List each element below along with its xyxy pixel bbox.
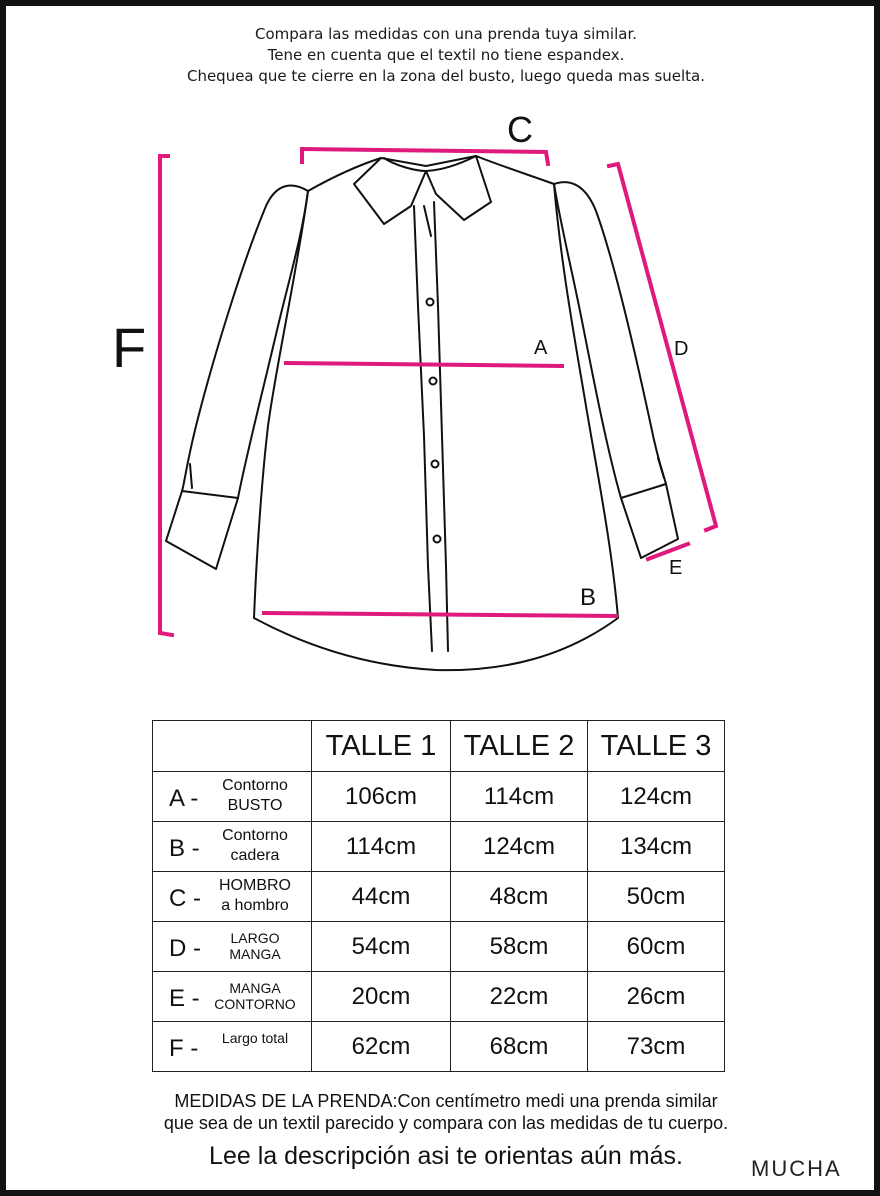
label-d: D [674, 338, 689, 360]
label-a: A [534, 337, 548, 359]
button [427, 299, 434, 306]
brand-logo: MUCHA [751, 1156, 842, 1181]
button [434, 536, 441, 543]
collar-right [426, 156, 491, 220]
table-cell: 62cm [312, 1022, 451, 1072]
table-cell: 124cm [451, 822, 588, 872]
table-row [153, 922, 725, 972]
table-cell: 22cm [451, 972, 588, 1022]
row-header [153, 972, 312, 1022]
table-corner-cell [153, 721, 312, 772]
table-row [153, 1022, 725, 1072]
measure-b-line [264, 613, 616, 616]
table-cell: 54cm [312, 922, 451, 972]
row-description-line: CONTORNO [214, 996, 296, 1012]
row-letter: F - [169, 1035, 199, 1062]
row-header [153, 1022, 312, 1072]
row-description-line: LARGO [230, 930, 280, 946]
row-description-line: BUSTO [227, 797, 283, 814]
column-header: TALLE 1 [312, 721, 451, 772]
measure-f-line [160, 156, 172, 635]
row-description [205, 980, 305, 1012]
row-description-line: Contorno [222, 777, 288, 794]
button [432, 461, 439, 468]
placket [414, 206, 432, 651]
right-sleeve-outline [554, 182, 678, 558]
intro-line-2: Tene en cuenta que el textil no tiene espandex. [267, 46, 625, 64]
row-header [153, 872, 312, 922]
row-description-line: MANGA [229, 980, 281, 996]
row-letter: E - [169, 985, 200, 1012]
table-cell: 73cm [588, 1022, 725, 1072]
row-header [153, 822, 312, 872]
size-table [152, 720, 725, 1072]
row-header [153, 772, 312, 822]
table-cell: 50cm [588, 872, 725, 922]
footer-line-1: MEDIDAS DE LA PRENDA:Con centímetro medi una prenda similar [174, 1091, 718, 1111]
row-description [205, 826, 305, 866]
table-cell: 114cm [312, 822, 451, 872]
row-description [205, 776, 305, 816]
measure-c-line [302, 149, 548, 164]
label-e: E [669, 557, 683, 579]
measure-a-line [286, 363, 562, 366]
table-row [153, 972, 725, 1022]
row-letter: D - [169, 935, 201, 962]
table-cell: 20cm [312, 972, 451, 1022]
footer-instructions [6, 1090, 880, 1134]
column-header: TALLE 2 [451, 721, 588, 772]
table-cell: 106cm [312, 772, 451, 822]
row-description-line: Contorno [222, 827, 288, 844]
row-description [205, 930, 305, 962]
table-cell: 134cm [588, 822, 725, 872]
table-cell: 60cm [588, 922, 725, 972]
row-description-line: cadera [230, 847, 280, 864]
right-cuff-line [621, 484, 666, 498]
row-description-line: HOMBRO [219, 877, 291, 894]
table-row [153, 822, 725, 872]
label-b: B [580, 584, 597, 611]
table-cell: 44cm [312, 872, 451, 922]
table-row [153, 772, 725, 822]
intro-line-1: Compara las medidas con una prenda tuya similar. [254, 25, 638, 43]
table-cell: 68cm [451, 1022, 588, 1072]
row-description [205, 1030, 305, 1046]
row-description [205, 876, 305, 916]
footer-line-2: que sea de un textil parecido y compara con las medidas de tu cuerpo. [163, 1113, 729, 1133]
table-header-row [153, 721, 725, 772]
footer-note: Lee la descripción asi te orientas aún más. [209, 1142, 683, 1170]
label-f: F [112, 316, 147, 379]
table-cell: 26cm [588, 972, 725, 1022]
row-header [153, 922, 312, 972]
table-row [153, 872, 725, 922]
row-description-line: MANGA [229, 946, 281, 962]
column-header: TALLE 3 [588, 721, 725, 772]
row-letter: A - [169, 785, 199, 812]
button [430, 378, 437, 385]
row-letter: B - [169, 835, 200, 862]
intro-line-3: Chequea que te cierre en la zona del busto, luego queda mas suelta. [186, 67, 706, 85]
table-cell: 48cm [451, 872, 588, 922]
left-sleeve-outline [166, 186, 308, 569]
left-cuff-line [182, 491, 238, 498]
row-description-line: Largo total [221, 1030, 289, 1046]
table-cell: 114cm [451, 772, 588, 822]
table-cell: 124cm [588, 772, 725, 822]
row-description-line: a hombro [221, 897, 289, 914]
table-cell: 58cm [451, 922, 588, 972]
label-c: C [507, 109, 533, 150]
row-letter: C - [169, 885, 201, 912]
